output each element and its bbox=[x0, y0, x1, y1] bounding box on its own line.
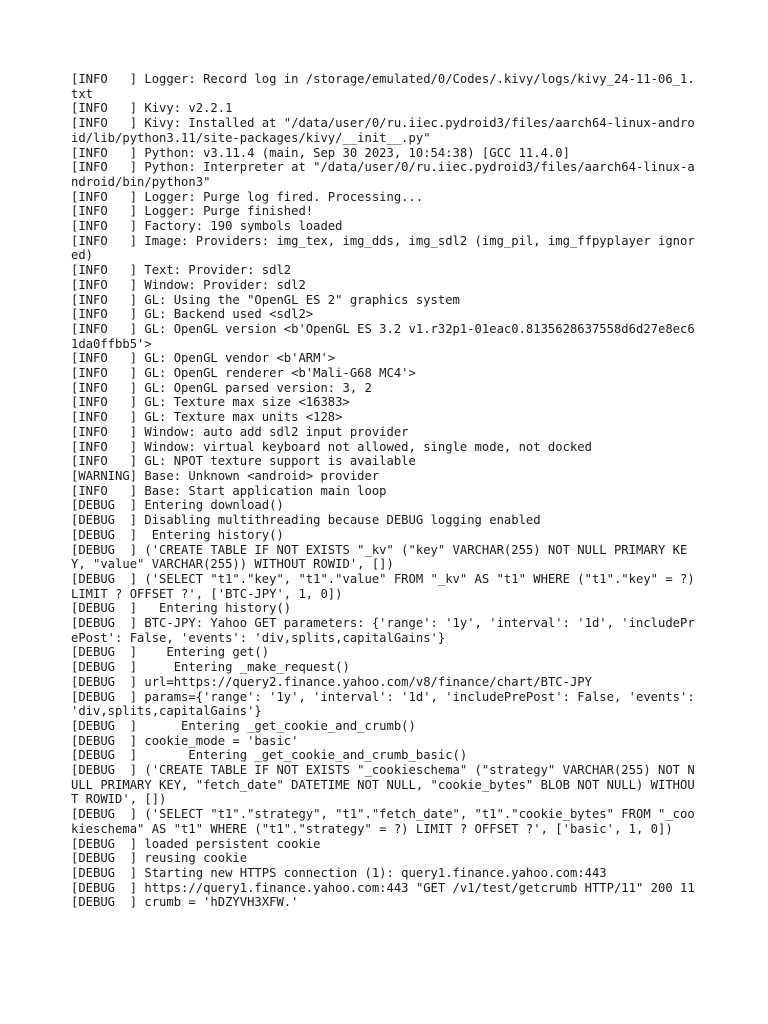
log-line: [DEBUG ] Entering download() bbox=[71, 498, 284, 513]
log-line: [DEBUG ] Disabling multithreading because DEBUG logging enabled bbox=[71, 513, 541, 528]
log-line: [DEBUG ] ('CREATE TABLE IF NOT EXISTS "_cookieschema" ("strategy" VARCHAR(255) NOT NULL PRIMARY KEY, "fetch_date" DATETIME NOT NULL, "cookie_bytes" BLOB NOT NULL) WITHOUT ROWID', []) bbox=[71, 763, 695, 807]
log-line: [DEBUG ] ('CREATE TABLE IF NOT EXISTS "_kv" ("key" VARCHAR(255) NOT NULL PRIMARY KEY, "value" VARCHAR(255)) WITHOUT ROWID', []) bbox=[71, 542, 688, 572]
log-line: [DEBUG ] cookie_mode = 'basic' bbox=[71, 733, 299, 748]
log-line: [INFO ] GL: NPOT texture support is available bbox=[71, 454, 416, 469]
log-line: [INFO ] Window: auto add sdl2 input provider bbox=[71, 424, 409, 439]
log-line: [WARNING] Base: Unknown <android> provider bbox=[71, 468, 380, 483]
log-line: [INFO ] GL: OpenGL vendor <b'ARM'> bbox=[71, 351, 336, 366]
log-line: [DEBUG ] https://query1.finance.yahoo.com:443 "GET /v1/test/getcrumb HTTP/11" 200 11 bbox=[71, 880, 695, 895]
log-line: [DEBUG ] loaded persistent cookie bbox=[71, 836, 321, 851]
log-line: [INFO ] GL: Texture max size <16383> bbox=[71, 395, 350, 410]
log-line: [INFO ] GL: Texture max units <128> bbox=[71, 410, 343, 425]
log-line: [DEBUG ] Entering history() bbox=[71, 527, 284, 542]
log-line: [INFO ] Text: Provider: sdl2 bbox=[71, 263, 292, 278]
log-line: [DEBUG ] ('SELECT "t1"."strategy", "t1"."fetch_date", "t1"."cookie_bytes" FROM "_cookieschema" AS "t1" WHERE ("t1"."strategy" = ?) LIMIT ? OFFSET ?', ['basic', 1, 0]) bbox=[71, 807, 695, 836]
log-line: [INFO ] GL: OpenGL parsed version: 3, 2 bbox=[71, 380, 372, 395]
log-line: [DEBUG ] Starting new HTTPS connection (1): query1.finance.yahoo.com:443 bbox=[71, 865, 607, 880]
log-line: [INFO ] Image: Providers: img_tex, img_dds, img_sdl2 (img_pil, img_ffpyplayer ignored) bbox=[71, 233, 695, 263]
log-line: [INFO ] GL: OpenGL renderer <b'Mali-G68 MC4'> bbox=[71, 366, 416, 381]
log-line: [INFO ] GL: Backend used <sdl2> bbox=[71, 307, 314, 322]
log-line: [DEBUG ] Entering get() bbox=[71, 645, 270, 660]
log-line: [DEBUG ] Entering history() bbox=[71, 601, 292, 616]
log-line: [INFO ] Window: Provider: sdl2 bbox=[71, 277, 306, 292]
log-line: [INFO ] GL: Using the "OpenGL ES 2" graphics system bbox=[71, 292, 460, 307]
log-line: [DEBUG ] BTC-JPY: Yahoo GET parameters: {'range': '1y', 'interval': '1d', 'includePrePost': False, 'events': 'div,splits,capitalGains'} bbox=[71, 616, 695, 645]
log-line: [INFO ] Kivy: v2.2.1 bbox=[71, 101, 233, 116]
log-line: [DEBUG ] url=https://query2.finance.yahoo.com/v8/finance/chart/BTC-JPY bbox=[71, 674, 592, 689]
log-line: [INFO ] Base: Start application main loop bbox=[71, 483, 387, 498]
log-line: [DEBUG ] crumb = 'hDZYVH3XFW.' bbox=[71, 895, 299, 910]
log-line: [INFO ] Python: v3.11.4 (main, Sep 30 2023, 10:54:38) [GCC 11.4.0] bbox=[71, 145, 570, 160]
log-line: [INFO ] Logger: Purge finished! bbox=[71, 204, 314, 219]
log-line: [INFO ] Python: Interpreter at "/data/user/0/ru.iiec.pydroid3/files/aarch64-linux-android/bin/python3" bbox=[71, 160, 695, 189]
log-line: [INFO ] Logger: Record log in /storage/emulated/0/Codes/.kivy/logs/kivy_24-11-06_1.txt bbox=[71, 72, 695, 101]
log-line: [DEBUG ] Entering _get_cookie_and_crumb_basic() bbox=[71, 748, 468, 763]
log-line: [DEBUG ] params={'range': '1y', 'interval': '1d', 'includePrePost': False, 'events': 'div,splits,capitalGains'} bbox=[71, 689, 703, 719]
log-line: [DEBUG ] reusing cookie bbox=[71, 851, 248, 866]
log-line: [INFO ] Factory: 190 symbols loaded bbox=[71, 219, 343, 234]
log-line: [DEBUG ] Entering _make_request() bbox=[71, 660, 350, 675]
log-output bbox=[71, 72, 701, 910]
log-line: [INFO ] Window: virtual keyboard not allowed, single mode, not docked bbox=[71, 439, 592, 454]
log-line: [DEBUG ] ('SELECT "t1"."key", "t1"."value" FROM "_kv" AS "t1" WHERE ("t1"."key" = ?) LIMIT ? OFFSET ?', ['BTC-JPY', 1, 0]) bbox=[71, 571, 703, 601]
log-line: [INFO ] GL: OpenGL version <b'OpenGL ES 3.2 v1.r32p1-01eac0.8135628637558d6d27e8ec61da0ffbb5'> bbox=[71, 321, 695, 351]
log-line: [INFO ] Kivy: Installed at "/data/user/0/ru.iiec.pydroid3/files/aarch64-linux-android/lib/python3.11/site-packages/kivy/__init__.py" bbox=[71, 116, 695, 145]
log-line: [INFO ] Logger: Purge log fired. Processing... bbox=[71, 189, 424, 204]
log-line: [DEBUG ] Entering _get_cookie_and_crumb() bbox=[71, 718, 416, 733]
